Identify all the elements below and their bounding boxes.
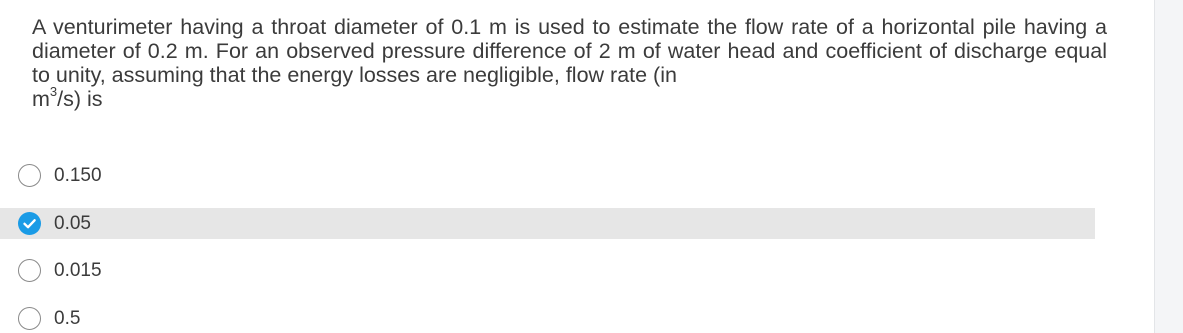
unit-base: m (32, 87, 50, 111)
unit-tail: /s) is (57, 87, 103, 111)
option-label: 0.150 (54, 164, 102, 186)
option-1[interactable] (0, 160, 300, 191)
checkmark-icon (18, 212, 41, 235)
check-circle-icon[interactable] (18, 212, 41, 235)
radio-empty-icon[interactable] (18, 307, 41, 330)
radio-empty-icon[interactable] (18, 164, 41, 187)
option-label: 0.5 (54, 307, 81, 329)
option-2-selected[interactable] (0, 208, 1095, 239)
question-body: A venturimeter having a throat diameter of 0.1 m is used to estimate the flow rate of a horizontal pile having a diameter of 0.2 m. For an observed pressure difference of 2 m of water head and coefficient of discharge equal to unity, assuming that the energy losses are negligible, flow rate (in (32, 15, 1107, 87)
option-label: 0.05 (54, 212, 91, 234)
option-label: 0.015 (54, 259, 102, 281)
right-side-panel (1154, 0, 1183, 333)
option-4[interactable] (0, 303, 300, 333)
question-unit-line (32, 83, 1107, 111)
option-3[interactable] (0, 255, 300, 286)
unit-exponent: 3 (49, 83, 58, 99)
radio-empty-icon[interactable] (18, 259, 41, 282)
question-text (32, 15, 1107, 111)
